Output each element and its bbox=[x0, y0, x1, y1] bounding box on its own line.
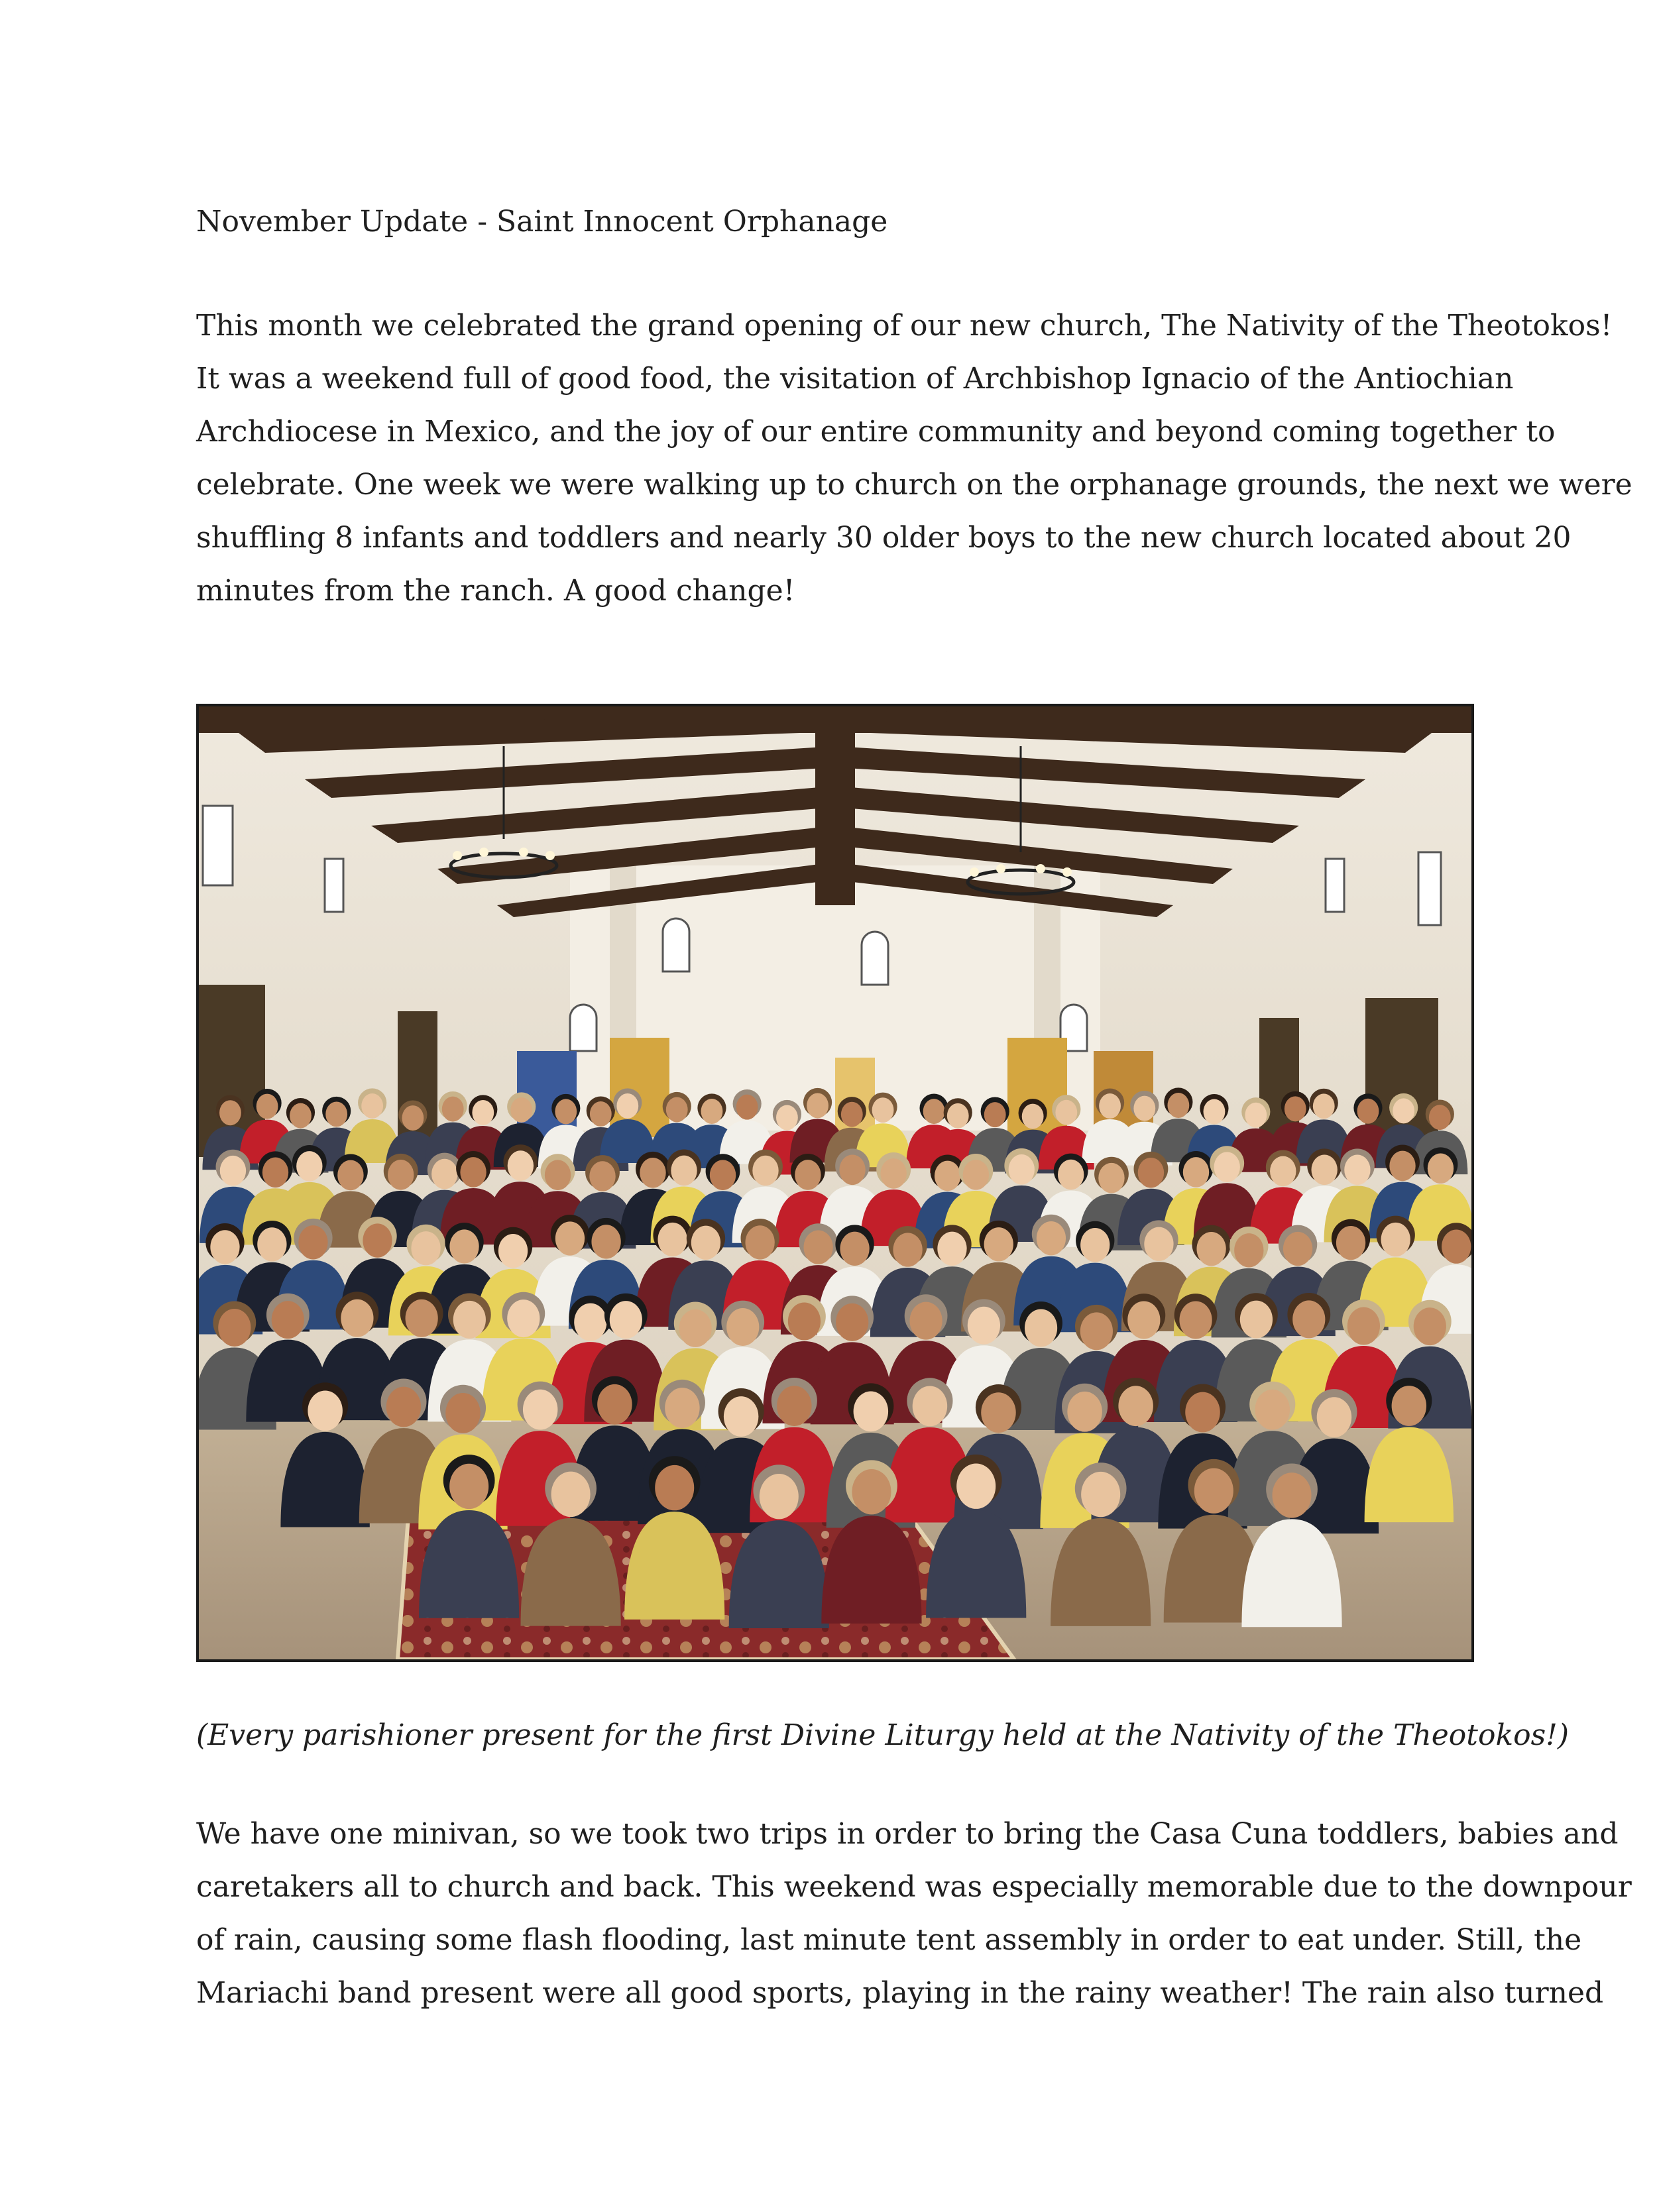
paragraph-minivan bbox=[196, 1808, 1632, 2020]
paragraph-line: We have one minivan, so we took two trips in order to bring the Casa Cuna toddlers, babies and bbox=[196, 1817, 1619, 1851]
paragraph-line: It was a weekend full of good food, the visitation of Archbishop Ignacio of the Antiochian bbox=[196, 362, 1514, 396]
church-interior-illustration bbox=[199, 706, 1471, 1659]
paragraph-line: caretakers all to church and back. This weekend was especially memorable due to the downpour bbox=[196, 1870, 1632, 1904]
paragraph-line: of rain, causing some flash flooding, last minute tent assembly in order to eat under. Still, the bbox=[196, 1923, 1582, 1957]
paragraph-line: shuffling 8 infants and toddlers and nearly 30 older boys to the new church located about 20 bbox=[196, 521, 1571, 555]
paragraph-line: This month we celebrated the grand opening of our new church, The Nativity of the Theotokos! bbox=[196, 309, 1613, 343]
church-group-photo bbox=[196, 704, 1474, 1662]
document-title: November Update - Saint Innocent Orphanage bbox=[196, 205, 888, 239]
paragraph-line: Mariachi band present were all good sports, playing in the rainy weather! The rain also turned bbox=[196, 1976, 1604, 2010]
paragraph-line: celebrate. One week we were walking up to church on the orphanage grounds, the next we were bbox=[196, 468, 1632, 502]
paragraph-line: minutes from the ranch. A good change! bbox=[196, 574, 795, 608]
paragraph-intro bbox=[196, 300, 1632, 618]
paragraph-line: Archdiocese in Mexico, and the joy of our entire community and beyond coming together to bbox=[196, 415, 1556, 449]
photo-caption: (Every parishioner present for the first Divine Liturgy held at the Nativity of the Theotokos!) bbox=[196, 1718, 1570, 1752]
